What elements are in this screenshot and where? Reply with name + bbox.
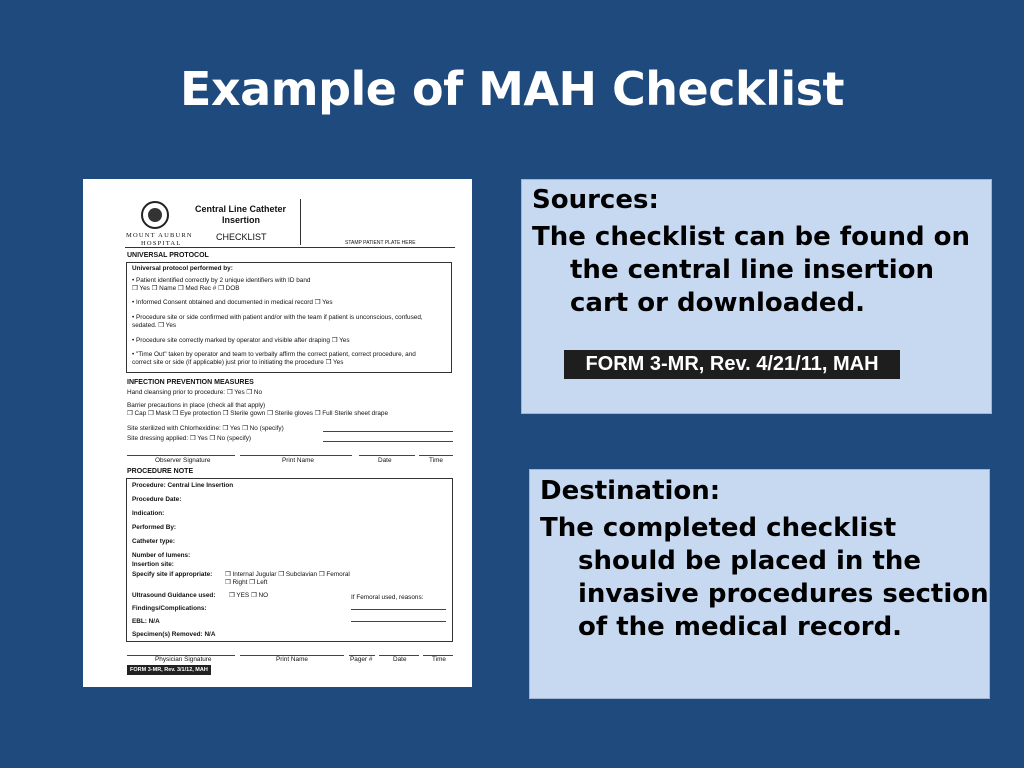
header-rule: [125, 247, 455, 248]
sig-label: Print Name: [276, 656, 308, 663]
procedure-item: Ultrasound Guidance used:: [132, 592, 216, 599]
form-title-line2: Insertion: [222, 215, 261, 225]
sig-label: Observer Signature: [155, 457, 211, 464]
infection-heading: INFECTION PREVENTION MEASURES: [127, 379, 254, 386]
sig-label: Time: [432, 656, 446, 663]
infection-item: Barrier precautions in place (check all that apply): [127, 402, 266, 409]
procedure-item: Specimen(s) Removed: N/A: [132, 631, 216, 638]
infection-item: ❒ Cap ❒ Mask ❒ Eye protection ❒ Sterile gown ❒ Sterile gloves ❒ Full Sterile sheet drape: [127, 410, 388, 417]
up-item: ❒ Yes ❒ Name ❒ Med Rec # ❒ DOB: [132, 285, 240, 292]
up-item: • Patient identified correctly by 2 unique identifiers with ID band: [132, 277, 311, 284]
femoral-line: [351, 609, 446, 610]
hospital-seal-icon: [141, 201, 169, 229]
up-item: • Procedure site or side confirmed with patient and/or with the team if patient is unconscious, confused,: [132, 314, 423, 321]
specify-line: [323, 431, 453, 432]
procedure-item: EBL: N/A: [132, 618, 160, 625]
specify-line: [323, 441, 453, 442]
sig-label: Physician Signature: [155, 656, 212, 663]
stamp-label: STAMP PATIENT PLATE HERE: [345, 240, 416, 246]
procedure-item: Findings/Complications:: [132, 605, 207, 612]
sig-label: Date: [393, 656, 407, 663]
time-line: [419, 455, 453, 456]
up-item: sedated. ❒ Yes: [132, 322, 177, 329]
procedure-heading: PROCEDURE NOTE: [127, 468, 194, 475]
form-title-line1: Central Line Catheter: [195, 204, 287, 214]
femoral-line: [351, 621, 446, 622]
procedure-item: Insertion site:: [132, 561, 174, 568]
form-checklist-label: CHECKLIST: [216, 232, 267, 242]
form-stamp-image: FORM 3-MR, Rev. 4/21/11, MAH: [564, 350, 900, 379]
up-item: • "Time Out" taken by operator and team to verbally affirm the correct patient, correct procedure, and: [132, 351, 416, 358]
procedure-item: Catheter type:: [132, 538, 175, 545]
destination-text: The completed checklist should be placed in the invasive procedures section of the medical record.: [540, 513, 989, 642]
procedure-item: Specify site if appropriate:: [132, 571, 213, 578]
procedure-item: Procedure Date:: [132, 496, 182, 503]
date-line: [359, 455, 415, 456]
sources-label: Sources:: [532, 185, 659, 215]
infection-item: Hand cleansing prior to procedure: ❒ Yes ❒ No: [127, 389, 263, 396]
checklist-form-image: [83, 179, 472, 687]
procedure-item: Procedure: Central Line Insertion: [132, 482, 234, 489]
universal-protocol-box-heading: Universal protocol performed by:: [132, 265, 233, 272]
sig-label: Print Name: [282, 457, 314, 464]
form-number-label: FORM 3-MR, Rev. 3/1/12, MAH: [127, 665, 211, 675]
header-divider: [300, 199, 301, 245]
procedure-item: Number of lumens:: [132, 552, 191, 559]
procedure-item: Indication:: [132, 510, 165, 517]
destination-label: Destination:: [540, 476, 721, 506]
sig-label: Time: [429, 457, 443, 464]
sig-label: Pager #: [350, 656, 373, 663]
infection-item: Site dressing applied: ❒ Yes ❒ No (specify): [127, 435, 252, 442]
slide-title: Example of MAH Checklist: [180, 62, 844, 116]
print-name-line: [240, 455, 352, 456]
site-options: ❒ Internal Jugular ❒ Subclavian ❒ Femoral: [225, 571, 350, 578]
site-options: ❒ Right ❒ Left: [225, 579, 268, 586]
up-item: • Informed Consent obtained and documented in medical record ❒ Yes: [132, 299, 333, 306]
universal-protocol-heading: UNIVERSAL PROTOCOL: [127, 252, 209, 259]
infection-item: Site sterilized with Chlorhexidine: ❒ Yes ❒ No (specify): [127, 425, 284, 432]
up-item: correct site or side (if applicable) just prior to initiating the procedure ❒ Yes: [132, 359, 344, 366]
signature-line: [127, 455, 235, 456]
hospital-name-line2: HOSPITAL: [141, 240, 182, 247]
ultrasound-options: ❒ YES ❒ NO: [229, 592, 269, 599]
up-item: • Procedure site correctly marked by operator and visible after draping ❒ Yes: [132, 337, 350, 344]
hospital-name-line1: MOUNT AUBURN: [126, 232, 193, 239]
destination-box: [529, 469, 990, 699]
sources-text: The checklist can be found on the central line insertion cart or downloaded.: [532, 222, 971, 318]
femoral-reasons: If Femoral used, reasons:: [351, 594, 424, 601]
sig-label: Date: [378, 457, 392, 464]
procedure-item: Performed By:: [132, 524, 177, 531]
